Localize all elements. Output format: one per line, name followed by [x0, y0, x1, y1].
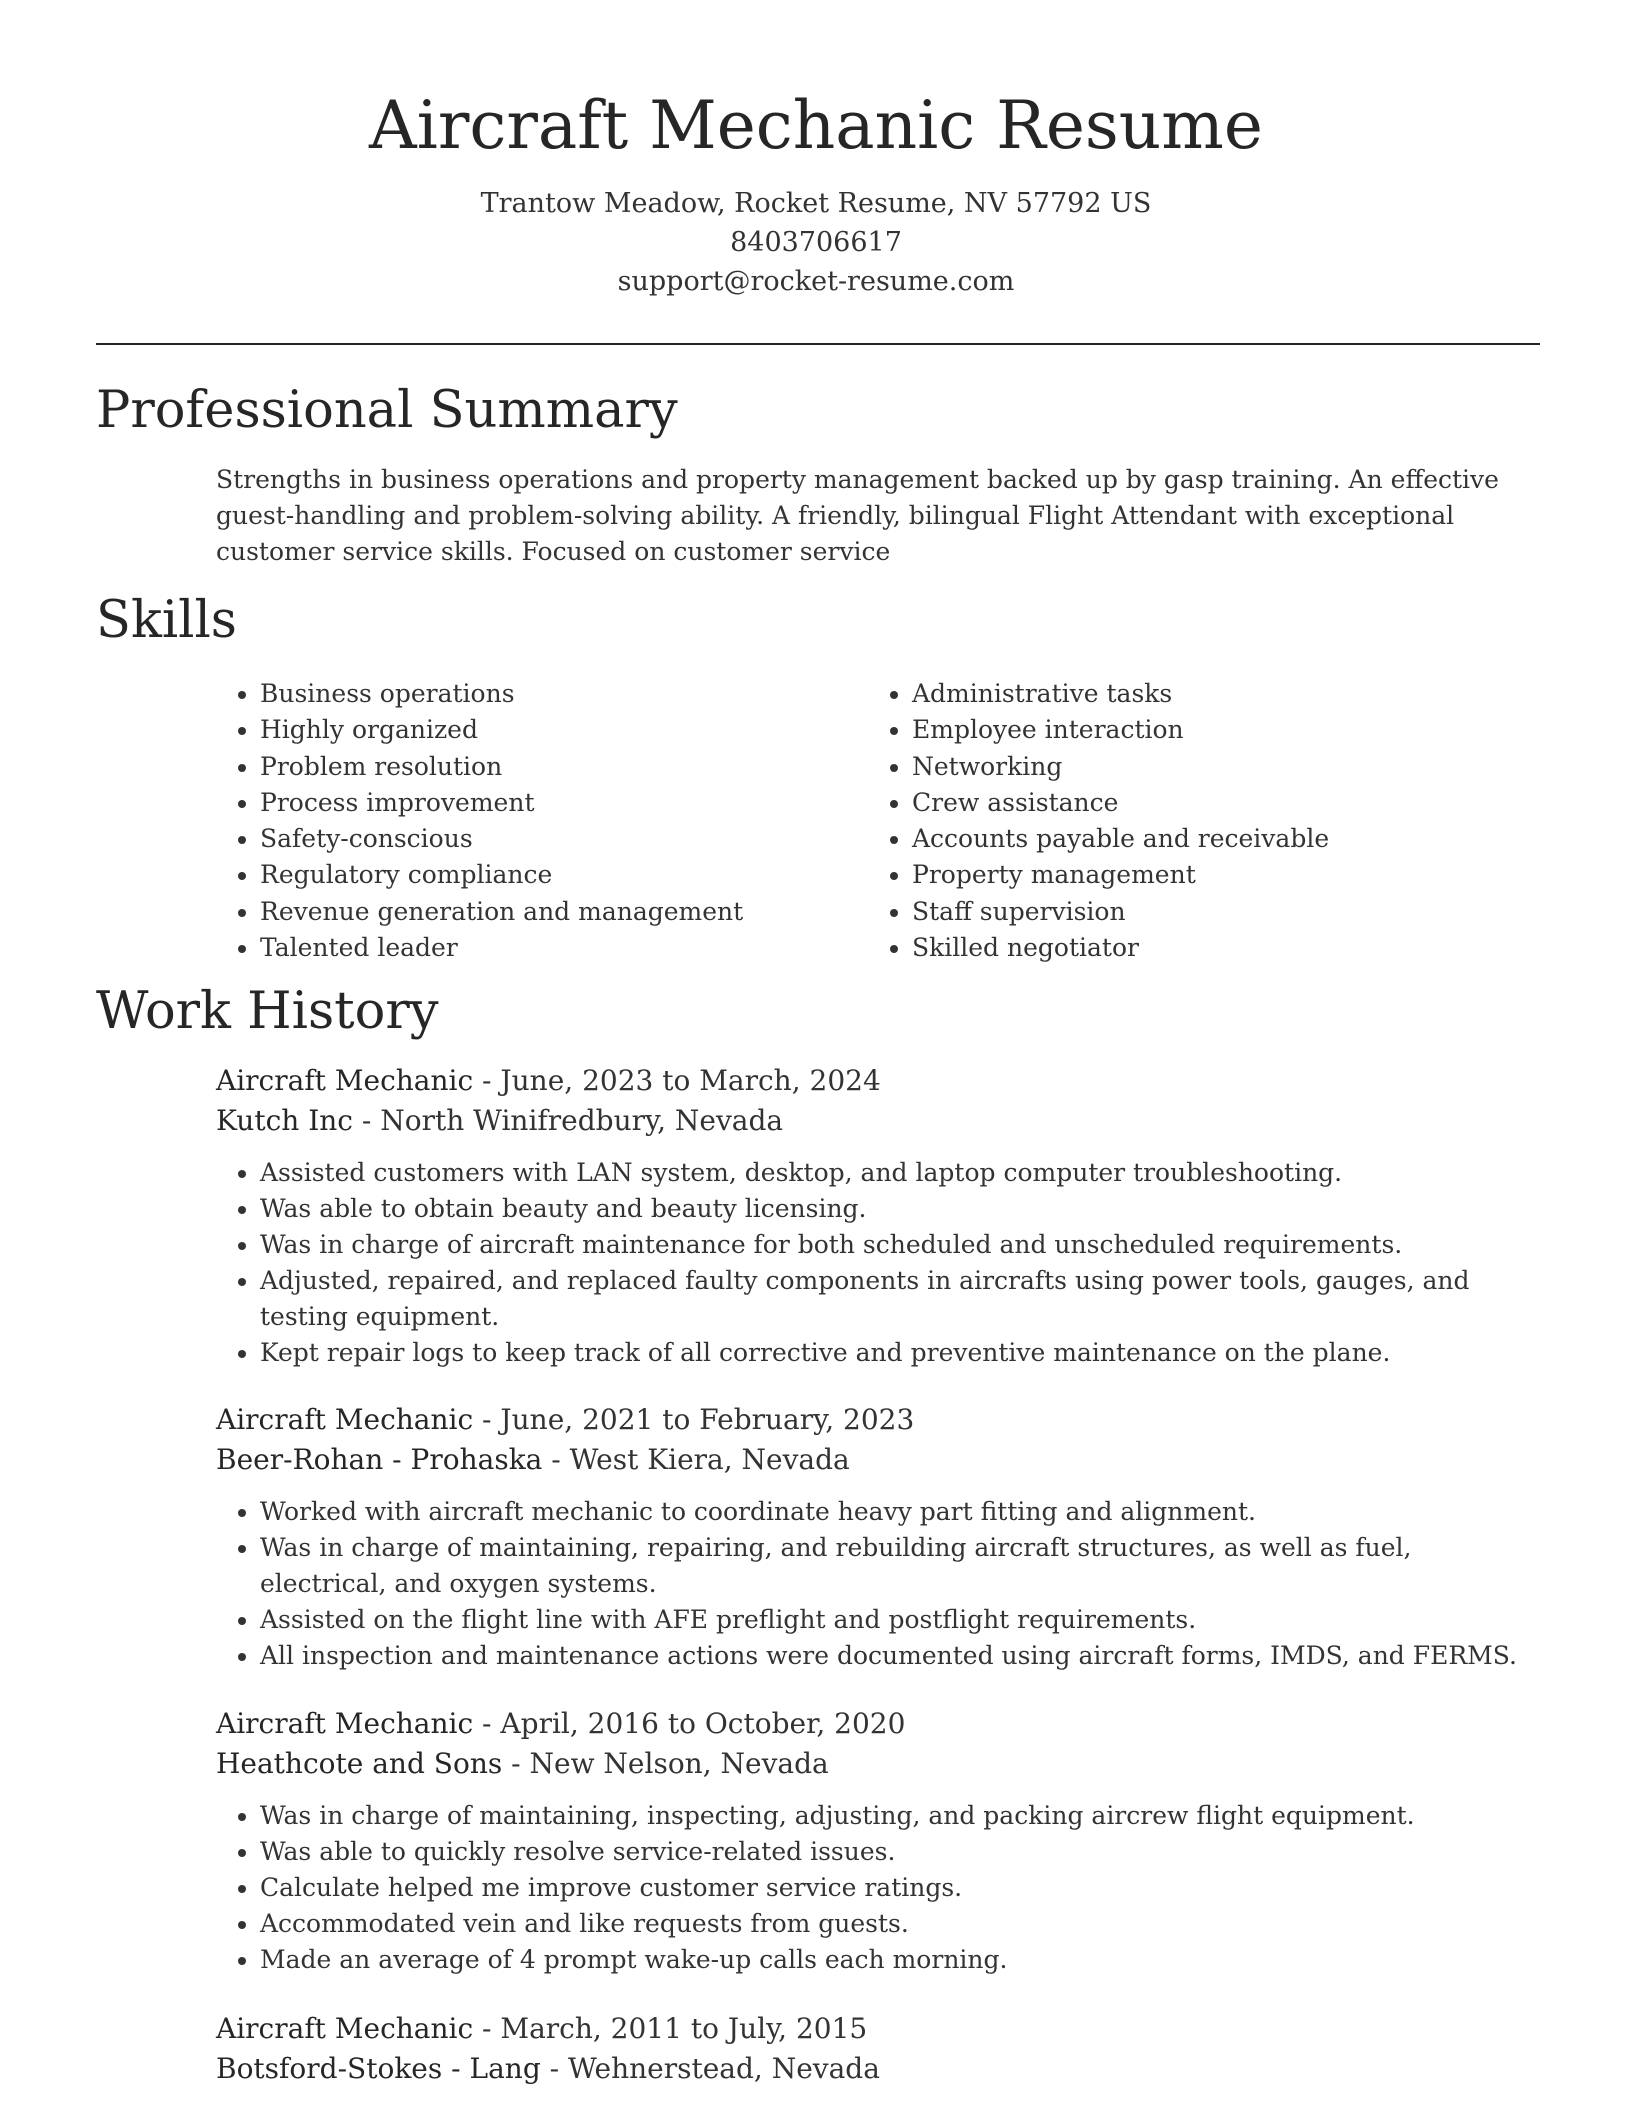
job-bullet: • Was able to quickly resolve service-related issues.: [260, 1834, 1541, 1870]
job-bullets: [216, 1798, 1541, 1978]
skills-list: [216, 676, 1541, 966]
job-company: Heathcote and Sons: [216, 1747, 503, 1780]
job-bullets: [216, 1494, 1541, 1674]
job-bullet: • Was in charge of aircraft maintenance for both scheduled and unscheduled requirements.: [260, 1227, 1541, 1263]
job-company-line: [216, 1744, 1541, 1784]
skill-item: • Staff supervision: [912, 894, 1520, 930]
job-company: Kutch Inc: [216, 1104, 353, 1137]
job-company: Beer-Rohan - Prohaska: [216, 1443, 543, 1476]
skill-item: • Employee interaction: [912, 712, 1520, 748]
skill-item: • Process improvement: [260, 785, 868, 821]
job-bullet: • Accommodated vein and like requests from guests.: [260, 1906, 1541, 1942]
resume-header: [0, 0, 1632, 301]
skill-item: • Business operations: [260, 676, 868, 712]
job-bullet: • Assisted customers with LAN system, desktop, and laptop computer troubleshooting.: [260, 1155, 1541, 1191]
job-entry: [216, 1061, 1541, 1371]
skill-item: • Problem resolution: [260, 749, 868, 785]
skill-item: • Highly organized: [260, 712, 868, 748]
job-entry: [216, 1704, 1541, 1978]
job-company-line: [216, 1440, 1541, 1480]
contact-block: [0, 184, 1632, 301]
job-dates: - March, 2011 to July, 2015: [473, 2012, 868, 2045]
job-location: - North Winifredbury, Nevada: [352, 1104, 784, 1137]
job-bullet: • Was able to obtain beauty and beauty licensing.: [260, 1191, 1541, 1227]
job-location: - New Nelson, Nevada: [502, 1747, 829, 1780]
job-dates: - June, 2023 to March, 2024: [473, 1064, 881, 1097]
skill-item: • Regulatory compliance: [260, 857, 868, 893]
job-title: Aircraft Mechanic: [216, 1403, 474, 1436]
skills-column-right: [868, 676, 1520, 966]
job-location: - West Kiera, Nevada: [542, 1443, 850, 1476]
skill-item: • Talented leader: [260, 930, 868, 966]
job-title-line: [216, 1704, 1541, 1744]
resume-title: Aircraft Mechanic Resume: [369, 87, 1263, 164]
phone: 8403706617: [730, 227, 902, 258]
job-dates: - June, 2021 to February, 2023: [473, 1403, 915, 1436]
job-title-line: [216, 2009, 1541, 2049]
address: Trantow Meadow, Rocket Resume, NV 57792 US: [480, 188, 1152, 219]
job-bullet: • Assisted on the flight line with AFE preflight and postflight requirements.: [260, 1602, 1541, 1638]
summary-text: Strengths in business operations and property management backed up by gasp training. An effective guest-handling and problem-solving ability. A friendly, bilingual Flight Attendant with exceptional customer service skills. Focused on customer service: [216, 465, 1499, 566]
job-bullet: • Was in charge of maintaining, inspecting, adjusting, and packing aircrew flight equipment.: [260, 1798, 1541, 1834]
job-bullet: • Calculate helped me improve customer service ratings.: [260, 1870, 1541, 1906]
skill-item: • Property management: [912, 857, 1520, 893]
job-bullet: • All inspection and maintenance actions were documented using aircraft forms, IMDS, and FERMS.: [260, 1638, 1541, 1674]
job-title-line: [216, 1061, 1541, 1101]
skill-item: • Administrative tasks: [912, 676, 1520, 712]
job-title: Aircraft Mechanic: [216, 1707, 474, 1740]
job-company-line: [216, 2049, 1541, 2089]
skills-heading: Skills: [96, 591, 237, 650]
skill-item: • Accounts payable and receivable: [912, 821, 1520, 857]
job-title: Aircraft Mechanic: [216, 1064, 474, 1097]
job-location: - Wehnerstead, Nevada: [540, 2052, 880, 2085]
job-bullet: • Was in charge of maintaining, repairing, and rebuilding aircraft structures, as well as fuel, electrical, and oxygen systems.: [260, 1530, 1541, 1602]
job-company: Botsford-Stokes - Lang: [216, 2052, 541, 2085]
job-bullet: • Made an average of 4 prompt wake-up calls each morning.: [260, 1942, 1541, 1978]
job-bullet: • Adjusted, repaired, and replaced faulty components in aircrafts using power tools, gauges, and testing equipment.: [260, 1263, 1541, 1335]
skill-item: • Safety-conscious: [260, 821, 868, 857]
job-bullet: • Kept repair logs to keep track of all corrective and preventive maintenance on the plane.: [260, 1335, 1541, 1371]
skills-column-left: [216, 676, 868, 966]
job-bullet: • Worked with aircraft mechanic to coordinate heavy part fitting and alignment.: [260, 1494, 1541, 1530]
job-company-line: [216, 1101, 1541, 1141]
skill-item: • Skilled negotiator: [912, 930, 1520, 966]
skill-item: • Crew assistance: [912, 785, 1520, 821]
job-bullets: [216, 1155, 1541, 1371]
job-title-line: [216, 1400, 1541, 1440]
job-title: Aircraft Mechanic: [216, 2012, 474, 2045]
job-entry: [216, 1400, 1541, 1674]
summary-heading: Professional Summary: [96, 381, 678, 440]
job-entry: [216, 2009, 1541, 2089]
job-dates: - April, 2016 to October, 2020: [473, 1707, 906, 1740]
email: support@rocket-resume.com: [617, 266, 1015, 297]
skill-item: • Networking: [912, 749, 1520, 785]
skill-item: • Revenue generation and management: [260, 894, 868, 930]
work-history-heading: Work History: [96, 982, 439, 1041]
header-divider: [96, 343, 1540, 345]
